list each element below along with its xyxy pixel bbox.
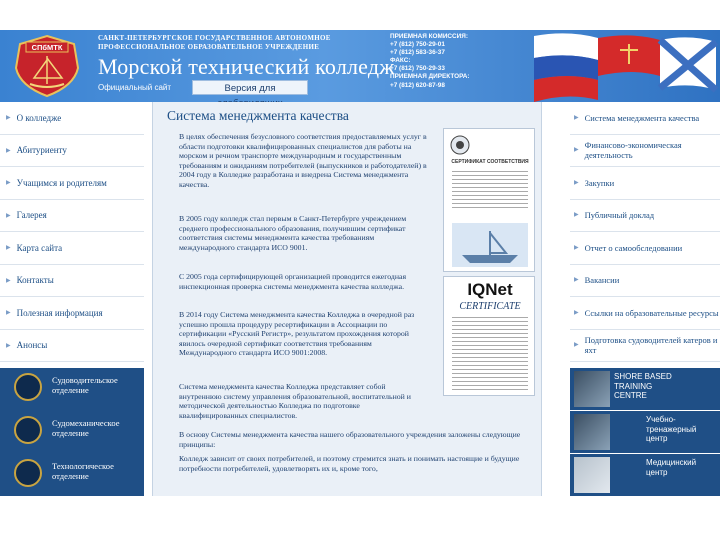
chevron-right-icon: ▶ <box>6 180 11 187</box>
rnav-item-resources[interactable] <box>570 297 720 330</box>
nav-item-gallery[interactable] <box>0 200 144 233</box>
chevron-right-icon: ▶ <box>574 179 579 186</box>
rnav-item-label: Система менеджмента качества <box>584 112 700 123</box>
nav-item-contacts[interactable] <box>0 265 144 298</box>
rnav-item-vacancies[interactable] <box>570 265 720 298</box>
chevron-right-icon: ▶ <box>574 342 579 349</box>
content-paragraph: Колледж зависит от своих потребителей, и поэтому стремится знать и понимать настоящие и будущие потребности потребителей, удовлетворять их и, кроме того, <box>179 454 520 473</box>
content-paragraph: В основу Системы менеджмента качества нашего образовательного учреждения заложены следующие принципы: <box>179 430 521 449</box>
tile-label: Медицинский центр <box>646 458 697 477</box>
rnav-item-label: Публичный доклад <box>584 210 655 221</box>
nav-item-label: Анонсы <box>16 340 48 351</box>
chevron-right-icon: ▶ <box>6 212 11 219</box>
official-site-label: Официальный сайт <box>98 83 172 92</box>
content-paragraph: В 2014 году Система менеджмента качества Колледжа в очередной раз успешно прошла процедуру ресертификации в Ассоциации по сертификации «Русский Регистр», результатом прохождения которой явилось очередной сертификат соответствия требованиям Международного стандарта ИСО 9001:2008. <box>179 310 415 358</box>
tile-simulator-centre[interactable] <box>570 411 720 453</box>
medical-photo <box>574 457 610 493</box>
nav-item-useful-info[interactable] <box>0 297 144 330</box>
technology-emblem-icon <box>14 459 42 487</box>
chevron-right-icon: ▶ <box>6 147 11 154</box>
rnav-item-boat-training[interactable] <box>570 330 720 363</box>
contact-line: +7 (812) 750-29-01 <box>390 41 445 49</box>
rnav-item-label: Отчет о самообследовании <box>584 242 683 253</box>
chevron-right-icon: ▶ <box>574 277 579 284</box>
rnav-item-public-report[interactable] <box>570 200 720 233</box>
department-technology[interactable] <box>0 454 144 496</box>
chevron-right-icon: ▶ <box>6 277 11 284</box>
contact-line: ПРИЕМНАЯ КОМИССИЯ: <box>390 33 468 40</box>
rnav-item-label: Ссылки на образовательные ресурсы <box>584 307 719 318</box>
tile-shore-training[interactable] <box>570 368 720 410</box>
chevron-right-icon: ▶ <box>574 147 579 154</box>
certificate-word: CERTIFICATE <box>459 301 521 312</box>
chevron-right-icon: ▶ <box>574 309 579 316</box>
content-paragraph: В целях обеспечения безусловного соответствия предоставляемых услуг в области подготовки квалифицированных специалистов для работы на морском и речном транспорте международным и государственным требованиям и ожиданиям потребителей (выпускников и работодателей) в 2004 году в Колледже разработана и внедрена Система менеджмента качества. <box>179 132 427 189</box>
rnav-item-label: Закупки <box>584 177 615 188</box>
nav-item-label: Полезная информация <box>16 307 103 318</box>
nav-item-label: Карта сайта <box>16 242 63 253</box>
ship-stamp-icon <box>452 223 528 267</box>
department-engineering[interactable] <box>0 411 144 453</box>
chevron-right-icon: ▶ <box>6 115 11 122</box>
page-title[interactable]: Морской технический колледж <box>98 54 395 79</box>
training-room-photo <box>574 371 610 407</box>
nav-item-about[interactable] <box>0 102 144 135</box>
contacts-block <box>390 33 530 90</box>
certificate-image-2[interactable] <box>443 276 535 396</box>
chevron-right-icon: ▶ <box>6 245 11 252</box>
main-content <box>152 102 542 496</box>
nav-item-students-parents[interactable] <box>0 167 144 200</box>
rnav-item-self-assessment[interactable] <box>570 232 720 265</box>
right-navigation <box>570 102 720 362</box>
department-label: Судоводительское отделение <box>52 375 118 395</box>
department-label: Технологическое отделение <box>52 461 114 481</box>
contact-line: +7 (812) 583-36-37 <box>390 49 445 57</box>
college-emblem-icon[interactable] <box>8 34 86 98</box>
content-paragraph: С 2005 года сертифицирующей организацией проводится ежегодная инспекционная проверка системы менеджмента качества колледжа. <box>179 272 407 291</box>
certificate-image-1[interactable] <box>443 128 535 272</box>
rnav-item-label: Подготовка судоводителей катеров и яхт <box>584 335 718 356</box>
seal-icon <box>450 135 470 155</box>
low-vision-button[interactable]: Версия для <box>192 80 308 95</box>
chevron-right-icon: ▶ <box>6 310 11 317</box>
certificate-text-lines <box>452 171 528 211</box>
chevron-right-icon: ▶ <box>574 212 579 219</box>
tile-medical-centre[interactable] <box>570 454 720 496</box>
flags-icon <box>528 30 720 102</box>
chevron-right-icon: ▶ <box>574 114 579 121</box>
chevron-right-icon: ▶ <box>6 342 11 349</box>
rnav-item-procurement[interactable] <box>570 167 720 200</box>
contact-line: +7 (812) 750-29-33 <box>390 65 445 73</box>
certificate-heading: СЕРТИФИКАТ СООТВЕТСТВИЯ <box>451 159 529 165</box>
department-label: Судомеханическое отделение <box>52 418 120 438</box>
chevron-right-icon: ▶ <box>574 244 579 251</box>
nav-item-label: Учащимся и родителям <box>16 177 107 188</box>
nav-item-label: О колледже <box>16 112 62 123</box>
nav-item-label: Абитуриенту <box>16 145 67 156</box>
tile-label: Учебно-тренажерный центр <box>646 415 697 443</box>
contact-line: ПРИЕМНАЯ ДИРЕКТОРА: <box>390 73 470 81</box>
nav-item-label: Контакты <box>16 275 54 286</box>
rnav-item-label: Финансово-экономическая деятельность <box>584 140 682 161</box>
navigation-emblem-icon <box>14 373 42 401</box>
contact-line: +7 (812) 620-87-98 <box>390 81 445 89</box>
iqnet-logo: IQNet <box>467 280 513 299</box>
simulator-photo <box>574 414 610 450</box>
left-navigation <box>0 102 144 362</box>
engineering-emblem-icon <box>14 416 42 444</box>
org-line-2: ПРОФЕССИОНАЛЬНОЕ ОБРАЗОВАТЕЛЬНОЕ УЧРЕЖДЕНИЕ <box>98 43 320 51</box>
site-header <box>0 30 720 102</box>
content-title: Система менеджмента качества <box>167 108 349 123</box>
rnav-item-finance[interactable] <box>570 135 720 168</box>
department-navigation[interactable] <box>0 368 144 410</box>
rnav-item-quality[interactable] <box>570 102 720 135</box>
nav-item-label: Галерея <box>16 210 47 221</box>
departments-panel <box>0 368 144 496</box>
contact-line: ФАКС: <box>390 57 411 65</box>
nav-item-announcements[interactable] <box>0 330 144 363</box>
content-paragraph: В 2005 году колледж стал первым в Санкт-Петербурге учреждением среднего профессионального образования, получившим сертификат соответствия системы менеджмента качества требованиям международного стандарта ИСО 9001. <box>179 214 407 252</box>
certificate-text-lines <box>452 317 528 393</box>
rnav-item-label: Вакансии <box>584 275 620 286</box>
nav-item-applicants[interactable] <box>0 135 144 168</box>
nav-item-sitemap[interactable] <box>0 232 144 265</box>
org-line-1: САНКТ-ПЕТЕРБУРГСКОЕ ГОСУДАРСТВЕННОЕ АВТОНОМНОЕ <box>98 34 331 42</box>
emblem-text: СПбМТК <box>31 43 63 52</box>
tile-label: SHORE BASED TRAINING CENTRE <box>614 372 672 400</box>
content-paragraph: Система менеджмента качества Колледжа представляет собой внутреннюю систему управления образовательной, воспитательной и методической деятельностью Колледжа по подготовке квалифицированных специалистов. <box>179 382 411 420</box>
